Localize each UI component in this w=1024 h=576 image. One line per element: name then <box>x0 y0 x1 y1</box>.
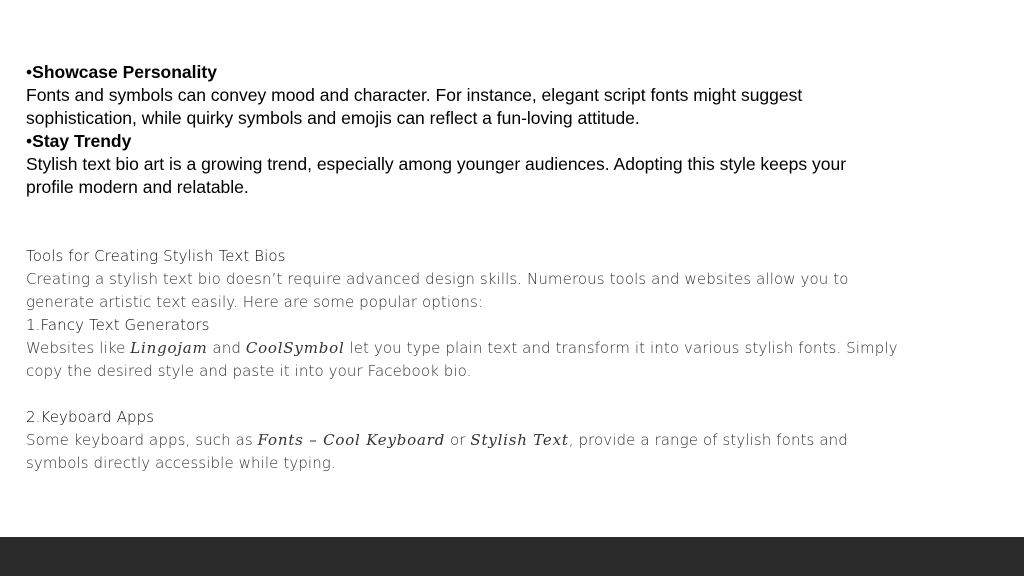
text-segment: or <box>445 431 471 449</box>
tools-intro: Creating a stylish text bio doesn’t require advanced design skills. Numerous tools and websites allow you to generate artistic text easily. Here are some popular options: <box>26 270 849 311</box>
tools-heading: Tools for Creating Stylish Text Bios <box>26 247 286 265</box>
text-segment: Some keyboard apps, such as <box>26 431 258 449</box>
bullet-body: Fonts and symbols can convey mood and character. For instance, elegant script fonts might suggest sophistication, while quirky symbols and emojis can reflect a fun-loving attitude. <box>26 85 803 128</box>
bullet-item-personality: •Showcase Personality <box>26 62 217 82</box>
bullet-title: Stay Trendy <box>32 131 132 151</box>
bullet-body: Stylish text bio art is a growing trend, especially among younger audiences. Adopting this style keeps your profile modern and relatable. <box>26 154 847 197</box>
app-name: Stylish Text <box>470 431 569 449</box>
tool-item-body <box>26 429 906 475</box>
tool-item-title: 1.Fancy Text Generators <box>26 316 210 334</box>
tool-item-title: 2.Keyboard Apps <box>26 408 155 426</box>
benefits-section <box>26 61 886 199</box>
tool-item-body <box>26 337 906 383</box>
text-segment: let you type plain text and transform it into various stylish fonts. Simply copy the desired style and paste it into your Facebook bio. <box>26 339 898 380</box>
app-name: CoolSymbol <box>245 339 345 357</box>
spacer <box>26 383 906 406</box>
bullet-title: Showcase Personality <box>32 62 217 82</box>
app-name: Lingojam <box>130 339 208 357</box>
footer-bar <box>0 537 1024 576</box>
app-name: Fonts – Cool Keyboard <box>257 431 446 449</box>
bullet-item-trendy: •Stay Trendy <box>26 131 132 151</box>
text-segment: Websites like <box>26 339 131 357</box>
text-segment: and <box>207 339 246 357</box>
text-segment: , provide a range of stylish fonts and symbols directly accessible while typing. <box>26 431 848 472</box>
tools-section <box>26 245 906 475</box>
